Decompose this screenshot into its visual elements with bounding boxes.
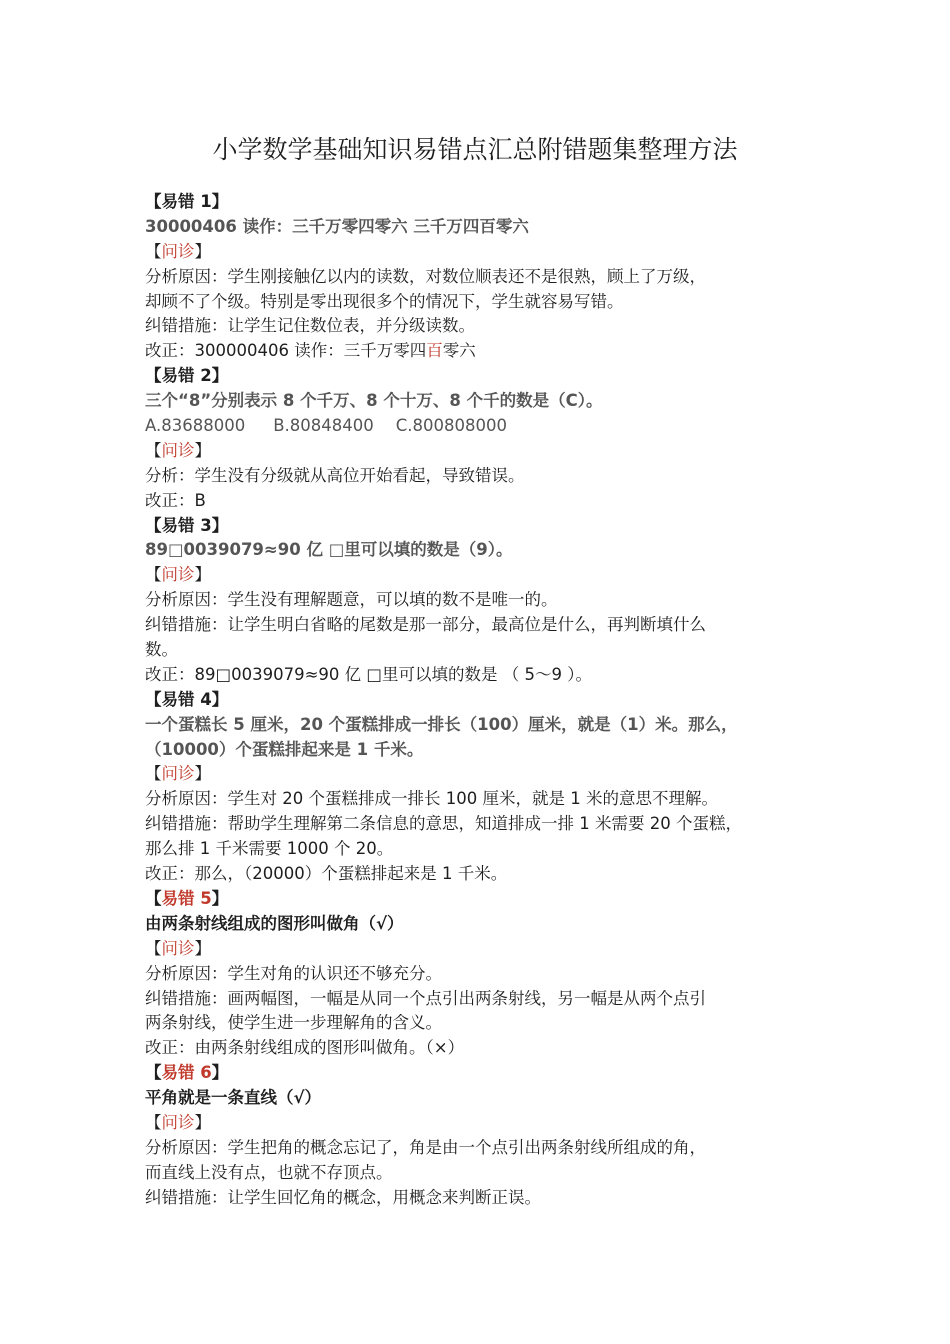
- analysis-line: 分析：学生没有分级就从高位开始看起，导致错误。: [145, 465, 525, 485]
- analysis-line: 分析原因：学生对 20 个蛋糕排成一排长 100 厘米，就是 1 米的意思不理解。: [145, 789, 718, 809]
- section-heading-1: 【易错 1】: [145, 192, 229, 211]
- section-question-2: 三个“8”分别表示 8 个千万、8 个十万、8 个千的数是（C）。: [145, 391, 603, 411]
- section-heading-4: 【易错 4】: [145, 689, 229, 709]
- analysis-line: 分析原因：学生把角的概念忘记了，角是由一个点引出两条射线所组成的角，: [145, 1137, 706, 1157]
- section-heading-6: 【易错 6】: [145, 1063, 229, 1083]
- correction-line-1: 改正：300000406 读作：三千万零四百零六: [145, 341, 476, 361]
- analysis-line: 却顾不了个级。特别是零出现很多个的情况下，学生就容易写错。: [145, 291, 624, 311]
- measure-line: 纠错措施：画两幅图，一幅是从同一个点引出两条射线，另一幅是从两个点引: [145, 988, 706, 1008]
- analysis-line: 而直线上没有点，也就不存顶点。: [145, 1162, 393, 1182]
- diagnosis-label-5: 【问诊】: [145, 938, 211, 958]
- correction-line-2: 改正：B: [145, 490, 206, 510]
- diagnosis-label-2: 【问诊】: [145, 440, 211, 460]
- options-line: A.83688000 B.80848400 C.800808000: [145, 416, 508, 436]
- measure-line: 两条射线，使学生进一步理解角的含义。: [145, 1013, 442, 1033]
- measure-line: 纠错措施：让学生回忆角的概念，用概念来判断正误。: [145, 1187, 541, 1207]
- measure-line: 纠错措施：帮助学生理解第二条信息的意思，知道排成一排 1 米需要 20 个蛋糕，: [145, 814, 742, 834]
- section-heading-5: 【易错 5】: [145, 888, 229, 908]
- measure-line: 那么排 1 千米需要 1000 个 20。: [145, 839, 394, 859]
- section-question-5: 由两条射线组成的图形叫做角（√）: [145, 913, 404, 933]
- diagnosis-label-6: 【问诊】: [145, 1112, 211, 1132]
- diagnosis-label-4: 【问诊】: [145, 764, 211, 784]
- analysis-line: 分析原因：学生刚接触亿以内的读数，对数位顺表还不是很熟，顾上了万级，: [145, 266, 706, 286]
- section-heading-2: 【易错 2】: [145, 366, 229, 386]
- measure-line: 数。: [145, 640, 178, 660]
- measure-line: 纠错措施：让学生明白省略的尾数是那一部分，最高位是什么，再判断填什么: [145, 615, 706, 635]
- correction-line-3: 改正：89□0039079≈90 亿 □里可以填的数是 （ 5～9 ）。: [145, 664, 592, 684]
- section-heading-3: 【易错 3】: [145, 515, 229, 535]
- document-body: [145, 190, 825, 1211]
- section-question-1: 30000406 读作：三千万零四零六 三千万四百零六: [145, 216, 529, 236]
- correction-line-4: 改正：那么，（20000）个蛋糕排起来是 1 千米。: [145, 864, 508, 884]
- analysis-line: 分析原因：学生没有理解题意，可以填的数不是唯一的。: [145, 590, 558, 610]
- section-question-4: 一个蛋糕长 5 厘米，20 个蛋糕排成一排长（100）厘米，就是（1）米。那么，: [145, 714, 738, 734]
- analysis-line: 分析原因：学生对角的认识还不够充分。: [145, 963, 442, 983]
- diagnosis-label-1: 【问诊】: [145, 241, 211, 261]
- section-question-6: 平角就是一条直线（√）: [145, 1088, 322, 1108]
- section-question-3: 89□0039079≈90 亿 □里可以填的数是（9）。: [145, 540, 513, 560]
- measure-line: 纠错措施：让学生记住数位表，并分级读数。: [145, 316, 475, 336]
- correction-line-5: 改正：由两条射线组成的图形叫做角。（×）: [145, 1038, 465, 1058]
- diagnosis-label-3: 【问诊】: [145, 565, 211, 585]
- document-title: 小学数学基础知识易错点汇总附错题集整理方法: [212, 135, 738, 164]
- section-question-4: （10000）个蛋糕排起来是 1 千米。: [145, 739, 424, 759]
